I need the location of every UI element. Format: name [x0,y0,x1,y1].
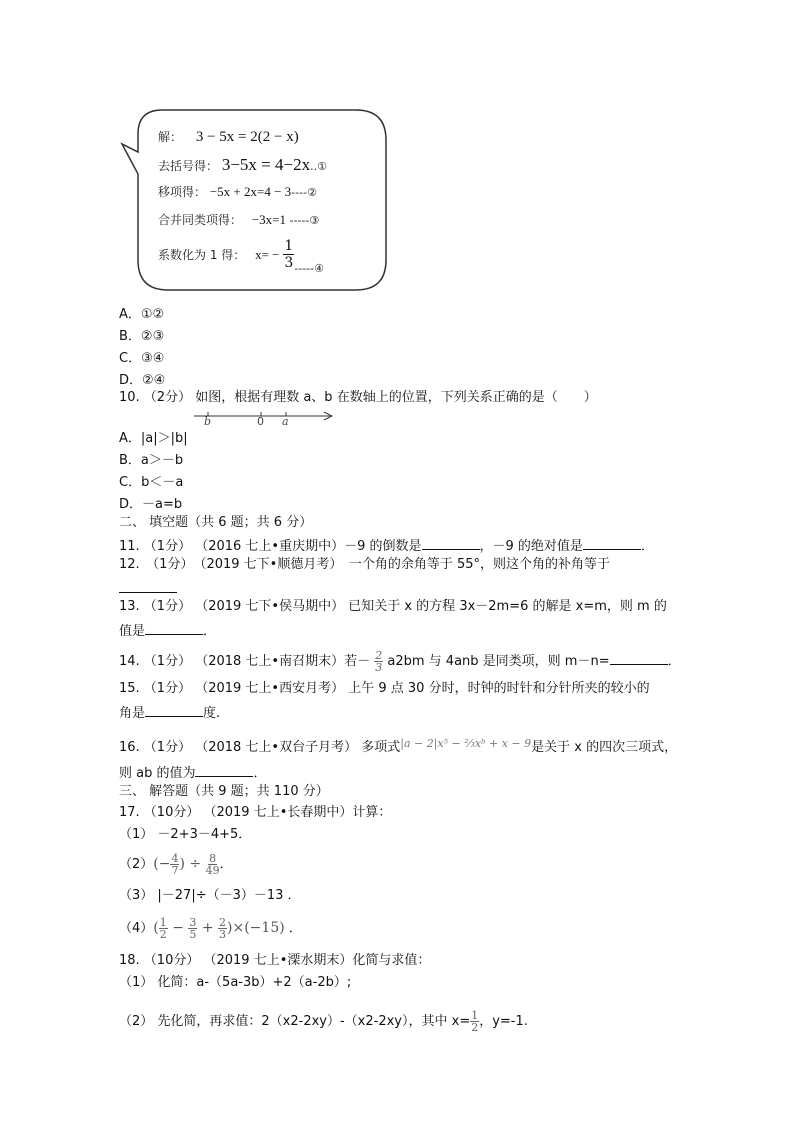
bubble-row-5-mark: ④ [314,262,324,275]
q18-part-2 [119,1010,528,1033]
fraction-numerator: 2 [219,916,227,929]
bubble-row-5: 系数化为 1 得： x= − $\frac{1}{3}$ -----④ [158,238,324,275]
bubble-row-3: 移项得： −5x + 2x=4 − 3----② [158,184,317,199]
answer-blank[interactable] [145,620,203,635]
q15-line-1: 15. （1分） （2019 七上•西安月考） 上午 9 点 30 分时，时钟的时针和分针所夹的较小的 [119,681,650,696]
math-text: ． [288,921,302,936]
answer-blank[interactable] [195,762,253,777]
q14-text-c: ． [667,654,681,669]
q16-text-a: 16. （1分） （2018 七上•双台子月考） 多项式 [119,740,401,755]
q17-part-4-label: （4） [119,921,154,936]
fraction-denominator: 2 [159,928,167,941]
q9-option-d: D．②④ [119,373,166,388]
q10-option-a: A．|a|＞|b| [119,431,188,446]
fraction-denominator: 2 [471,1021,479,1034]
fraction [159,917,168,940]
fraction-numerator: 2 [375,649,383,662]
math-text: − [167,920,189,936]
q15-text-b: 角是 [119,706,146,721]
axis-label-zero: 0 [257,415,264,428]
math-text: )×(−15) [227,920,285,936]
fraction-numerator: 1 [284,238,294,254]
q18-stem: 18. （10分） （2019 七上•溧水期末）化简与求值： [119,953,431,968]
q13-line-1: 13. （1分） （2019 七下•侯马期中） 已知关于 x 的方程 3x－2m=6 的解是 x=m，则 m 的 [119,599,667,614]
q16-text-b: 是关于 x 的四次三项式， [531,740,678,755]
bubble-row-1-eq: 3 − 5x = 2(2 − x) [195,129,299,145]
q9-option-c: C．③④ [119,351,165,366]
q17-part-2 [119,853,233,876]
fraction-denominator: 3 [284,255,294,271]
fraction-numerator: 1 [159,916,167,929]
q14-text-b: a2bm 与 4anb 是同类项，则 m－n= [383,654,610,669]
fraction-numerator: 3 [189,916,197,929]
q11-text-b: ，－9 的绝对值是 [479,539,583,554]
answer-blank[interactable] [422,535,480,550]
answer-blank[interactable] [119,578,177,593]
q9-option-b: B．②③ [119,329,165,344]
q17-part-2-label: （2） [119,857,154,872]
axis-label-b: b [204,415,212,428]
q17-part-1: （1） －2+3－4+5． [119,827,252,842]
section-3-heading: 三、 解答题（共 9 题；共 110 分） [119,784,329,799]
bubble-row-1 [158,128,299,146]
q16-text-c: 则 ab 的值为 [119,766,196,781]
q14-text-a: 14. （1分） （2018 七上•南召期末）若－ [119,654,371,669]
q11 [119,535,654,556]
fraction-denominator: 3 [375,661,383,674]
q11-text-a: 11. （1分） （2016 七上•重庆期中）－9 的倒数是 [119,539,422,554]
number-line [194,410,336,432]
q10-stem: 10. （2分） 如图，根据有理数 a、b 在数轴上的位置，下列关系正确的是（ ） [119,390,597,405]
math-text: ( [153,920,159,936]
bubble-row-3-label: 移项得： [158,185,207,199]
math-text: (− [153,856,171,872]
q12-text-a: 12. （1分） （2019 七下•顺德月考） 一个角的余角等于 55°，则这个角的补角等于 [119,557,611,572]
axis-label-a: a [282,415,289,428]
q16-text-d: ． [253,766,267,781]
bubble-row-1-label: 解： [158,130,183,144]
fraction-denominator: 49 [205,864,220,877]
q13-line-2 [119,620,216,641]
q10-option-b: B．a＞－b [119,453,184,468]
q15-line-2 [119,702,220,723]
q16-polynomial: |a − 2|x⁵ − ⅔xᵇ + x − 9 [400,737,532,750]
bubble-row-3-mark: ② [307,186,317,199]
q15-text-c: 度. [203,706,221,721]
fraction-denominator: 5 [189,928,197,941]
bubble-row-3-eq: −5x + 2x=4 − 3 [209,184,292,199]
bubble-row-2: 去括号得： 3−5x = 4−2x..① [158,155,327,174]
fraction-denominator: 7 [171,864,179,877]
answer-blank[interactable] [583,535,641,550]
math-text: ) ÷ [179,856,206,872]
q13-text-b: 值是 [119,624,146,639]
fraction [218,917,227,940]
q14 [119,650,681,673]
bubble-row-5-fraction [283,238,294,271]
q18-part-1: （1） 化简：a-（5a-3b）+2（a-2b）; [119,975,352,990]
q12 [119,556,610,574]
bubble-row-4-label: 合并同类项得： [158,213,243,227]
q14-fraction [374,650,383,673]
fraction-numerator: 8 [209,852,217,865]
q16-line-1 [119,735,677,757]
bubble-row-4-eq: −3x=1 [251,212,287,227]
q18-text-b: ，y=-1. [479,1014,528,1029]
q18-text-a: （2） 先化简，再求值：2（x2-2xy）-（x2-2xy），其中 x= [119,1014,471,1029]
q16-line-2 [119,762,267,783]
fraction-numerator: 4 [171,852,179,865]
answer-blank[interactable] [610,650,668,665]
bubble-row-4: 合并同类项得： −3x=1 -----③ [158,212,320,227]
math-text: + [197,920,219,936]
math-text: ． [219,857,233,872]
q17-part-3: （3） |－27|÷（－3）－13 ． [119,888,301,903]
q12-blank-line [119,578,177,599]
q17-stem: 17. （10分） （2019 七上•长春期中）计算： [119,805,392,820]
bubble-row-2-mark: ① [317,160,327,173]
q17-part-4 [119,917,302,940]
q10-option-d: D．－a=b [119,497,183,512]
fraction-denominator: 3 [219,928,227,941]
q13-text-c: ． [203,624,217,639]
bubble-row-2-label: 去括号得： [158,159,219,173]
q9-option-a: A．①② [119,307,165,322]
q11-text-c: ． [640,539,654,554]
answer-blank[interactable] [145,702,203,717]
bubble-row-4-mark: ③ [309,214,320,227]
fraction-numerator: 1 [471,1009,479,1022]
bubble-row-5-label: 系数化为 1 得： [158,248,246,262]
section-2-heading: 二、 填空题（共 6 题；共 6 分） [119,515,313,530]
bubble-row-2-eq: 3−5x = 4−2x [221,155,311,174]
q10-option-c: C．b＜－a [119,475,184,490]
fraction [206,853,220,876]
fraction [470,1010,479,1033]
bubble-row-5-eq: x= − [255,246,280,262]
